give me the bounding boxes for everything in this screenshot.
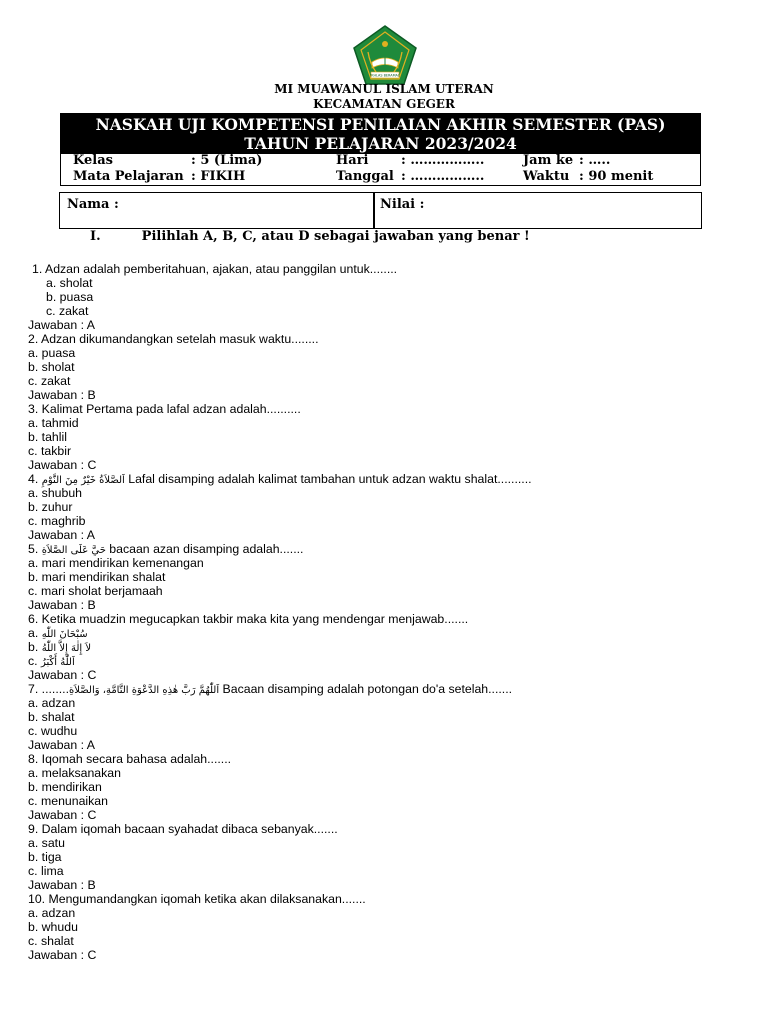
option-6c-letter: c.	[28, 654, 41, 668]
mapel-label: Mata Pelajaran	[73, 169, 184, 184]
answer-7: Jawaban : A	[28, 738, 95, 752]
option-1c: c. zakat	[46, 304, 89, 318]
question-7-number: 7. ........	[28, 682, 70, 696]
kemenag-emblem-icon	[352, 24, 418, 86]
school-name: MI MUAWANUL ISLAM UTERAN	[274, 82, 494, 96]
question-3: 3. Kalimat Pertama pada lafal adzan adalah..........	[28, 402, 301, 416]
logo-banner-text: IKHLAS BERAMAL	[370, 73, 400, 78]
tanggal-label: Tanggal	[336, 169, 394, 184]
kelas-label: Kelas	[73, 153, 113, 168]
option-1b: b. puasa	[46, 290, 94, 304]
answer-9: Jawaban : B	[28, 878, 96, 892]
option-7b: b. shalat	[28, 710, 75, 724]
waktu-value: : 90 menit	[579, 169, 654, 184]
question-5-arabic: حَيَّ عَلَى الصَّلاَةِ	[41, 545, 106, 556]
option-4b: b. zuhur	[28, 500, 73, 514]
answer-5: Jawaban : B	[28, 598, 96, 612]
option-8b: b. mendirikan	[28, 780, 102, 794]
section-number: I.	[90, 229, 101, 244]
option-6b-letter: b.	[28, 640, 42, 654]
question-5-number: 5.	[28, 542, 42, 556]
answer-8: Jawaban : C	[28, 808, 97, 822]
tanggal-value: : ……………..	[401, 169, 485, 184]
option-3a: a. tahmid	[28, 416, 79, 430]
option-9a: a. satu	[28, 836, 65, 850]
option-4c: c. maghrib	[28, 514, 86, 528]
option-7a: a. adzan	[28, 696, 76, 710]
option-8a: a. melaksanakan	[28, 766, 121, 780]
option-6c-arabic: اَللّٰهُ أَكْبَرُ	[40, 657, 75, 668]
question-8: 8. Iqomah secara bahasa adalah.......	[28, 752, 232, 766]
option-3c: c. takbir	[28, 444, 72, 458]
option-5a: a. mari mendirikan kemenangan	[28, 556, 204, 570]
question-6: 6. Ketika muadzin megucapkan takbir maka kita yang mendengar menjawab.......	[28, 612, 469, 626]
option-8c: c. menunaikan	[28, 794, 108, 808]
question-1: 1. Adzan adalah pemberitahuan, ajakan, atau panggilan untuk........	[32, 262, 398, 276]
academic-year: TAHUN PELAJARAN 2023/2024	[244, 134, 517, 153]
kelas-value: : 5 (Lima)	[191, 153, 263, 168]
jam-value: : …..	[579, 153, 611, 168]
option-9c: c. lima	[28, 864, 64, 878]
option-4a: a. shubuh	[28, 486, 83, 500]
answer-2: Jawaban : B	[28, 388, 96, 402]
option-5b: b. mari mendirikan shalat	[28, 570, 166, 584]
option-10b: b. whudu	[28, 920, 78, 934]
answer-4: Jawaban : A	[28, 528, 95, 542]
option-5c: c. mari sholat berjamaah	[28, 584, 163, 598]
district-name: KECAMATAN GEGER	[313, 97, 455, 111]
question-9: 9. Dalam iqomah bacaan syahadat dibaca sebanyak.......	[28, 822, 338, 836]
option-2c: c. zakat	[28, 374, 71, 388]
question-4-text: Lafal disamping adalah kalimat tambahan untuk adzan waktu shalat..........	[124, 472, 532, 486]
option-3b: b. tahlil	[28, 430, 67, 444]
option-9b: b. tiga	[28, 850, 62, 864]
option-6b-arabic: لاَ إِلٰهَ إِلاَّ اللّٰهُ	[41, 643, 92, 654]
question-7	[28, 682, 512, 698]
option-1a: a. sholat	[46, 276, 93, 290]
hari-value: : ……………..	[401, 153, 485, 168]
name-score-divider	[373, 193, 375, 228]
option-2b: b. sholat	[28, 360, 75, 374]
option-7c: c. wudhu	[28, 724, 78, 738]
option-6a-letter: a.	[28, 626, 42, 640]
question-4-arabic: اَلصَّلاَةُ خَيْرٌ مِنَ النَّوْمِ	[41, 475, 125, 486]
nilai-label: Nilai :	[380, 197, 425, 212]
exam-info-box	[60, 153, 701, 186]
exam-title-bar	[60, 113, 701, 154]
exam-title: NASKAH UJI KOMPETENSI PENILAIAN AKHIR SEMESTER (PAS)	[95, 115, 666, 134]
instruction	[90, 229, 530, 244]
question-7-text: Bacaan disamping adalah potongan do'a setelah.......	[219, 682, 513, 696]
hari-label: Hari	[336, 153, 369, 168]
answer-3: Jawaban : C	[28, 458, 97, 472]
question-10: 10. Mengumandangkan iqomah ketika akan dilaksanakan.......	[28, 892, 366, 906]
answer-10: Jawaban : C	[28, 948, 97, 962]
instruction-text: Pilihlah A, B, C, atau D sebagai jawaban yang benar !	[141, 229, 530, 244]
answer-6: Jawaban : C	[28, 668, 97, 682]
question-2: 2. Adzan dikumandangkan setelah masuk waktu........	[28, 332, 319, 346]
option-2a: a. puasa	[28, 346, 76, 360]
question-4	[28, 472, 532, 488]
question-4-number: 4.	[28, 472, 42, 486]
mapel-value: : FIKIH	[191, 169, 246, 184]
jam-label: Jam ke	[523, 153, 574, 168]
nama-label: Nama :	[67, 197, 119, 212]
question-5-text: bacaan azan disamping adalah.......	[105, 542, 304, 556]
waktu-label: Waktu	[523, 169, 570, 184]
question-7-arabic: اَللّٰهُمَّ رَبَّ هٰذِهِ الدَّعْوَةِ التَّامَّةِ، وَالصَّلاَةِ	[69, 685, 220, 696]
answer-1: Jawaban : A	[28, 318, 95, 332]
name-score-box	[59, 192, 702, 229]
option-6a-arabic: سُبْحَانَ اللّٰهِ	[41, 629, 88, 640]
option-10c: c. shalat	[28, 934, 74, 948]
option-10a: a. adzan	[28, 906, 76, 920]
